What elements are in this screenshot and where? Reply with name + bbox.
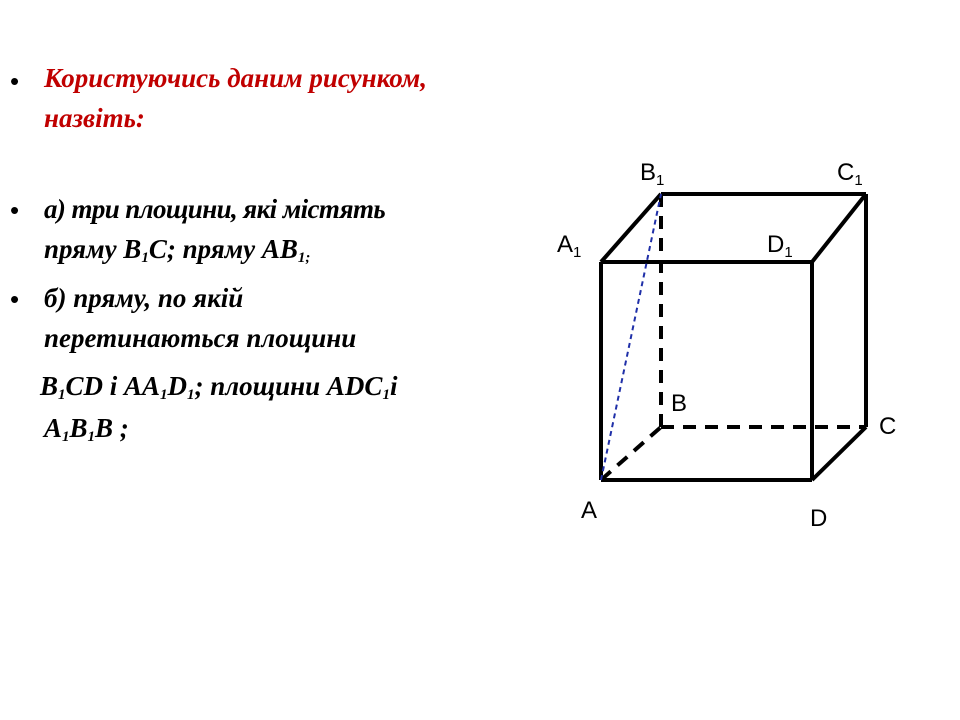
item-b-text: A <box>44 413 63 443</box>
subscript: 1 <box>382 387 390 403</box>
subscript: 1 <box>141 250 149 266</box>
edge-d-c <box>812 427 866 480</box>
label-a1: $A_1$ <box>557 231 582 261</box>
item-b-text: B <box>69 413 88 443</box>
subscript: 1 <box>160 387 168 403</box>
edge-a1-b1 <box>601 194 661 262</box>
subscript: 1 <box>87 429 96 445</box>
label-d1: $D_1$ <box>767 231 793 261</box>
bullet-marker: • <box>10 195 20 225</box>
label-c1: $C_1$ <box>837 159 863 189</box>
subscript: 1 <box>62 429 70 445</box>
item-a-line1: а) три площини, які містять <box>44 194 386 224</box>
subscript: 1; <box>297 250 311 266</box>
label-b: B <box>671 390 688 417</box>
bullet-marker: • <box>10 66 20 96</box>
item-b-text: B <box>40 371 59 401</box>
item-b-text: і <box>389 371 398 401</box>
label-d: D <box>810 505 828 532</box>
item-b-text: CD і AA <box>65 371 161 401</box>
item-b-line1: б) пряму, по якій <box>44 283 244 313</box>
label-a: A <box>581 497 598 524</box>
label-b1: $B_1$ <box>640 159 665 189</box>
task-title-line1: Користуючись даним рисунком, <box>44 63 428 93</box>
item-a-text: пряму B <box>44 234 142 264</box>
task-title-line2: назвіть: <box>44 103 145 133</box>
item-b-text: D <box>167 371 188 401</box>
label-c: C <box>879 413 897 440</box>
item-a-text: C; пряму AB <box>148 234 298 264</box>
item-b-text: B ; <box>95 413 129 443</box>
subscript: 1 <box>187 387 195 403</box>
subscript: 1 <box>58 387 66 403</box>
item-b-text: ; площини ADC <box>194 371 383 401</box>
edge-d1-c1 <box>812 194 866 262</box>
item-b-line2: перетинаються площини <box>44 323 357 353</box>
bullet-marker: • <box>10 284 20 314</box>
